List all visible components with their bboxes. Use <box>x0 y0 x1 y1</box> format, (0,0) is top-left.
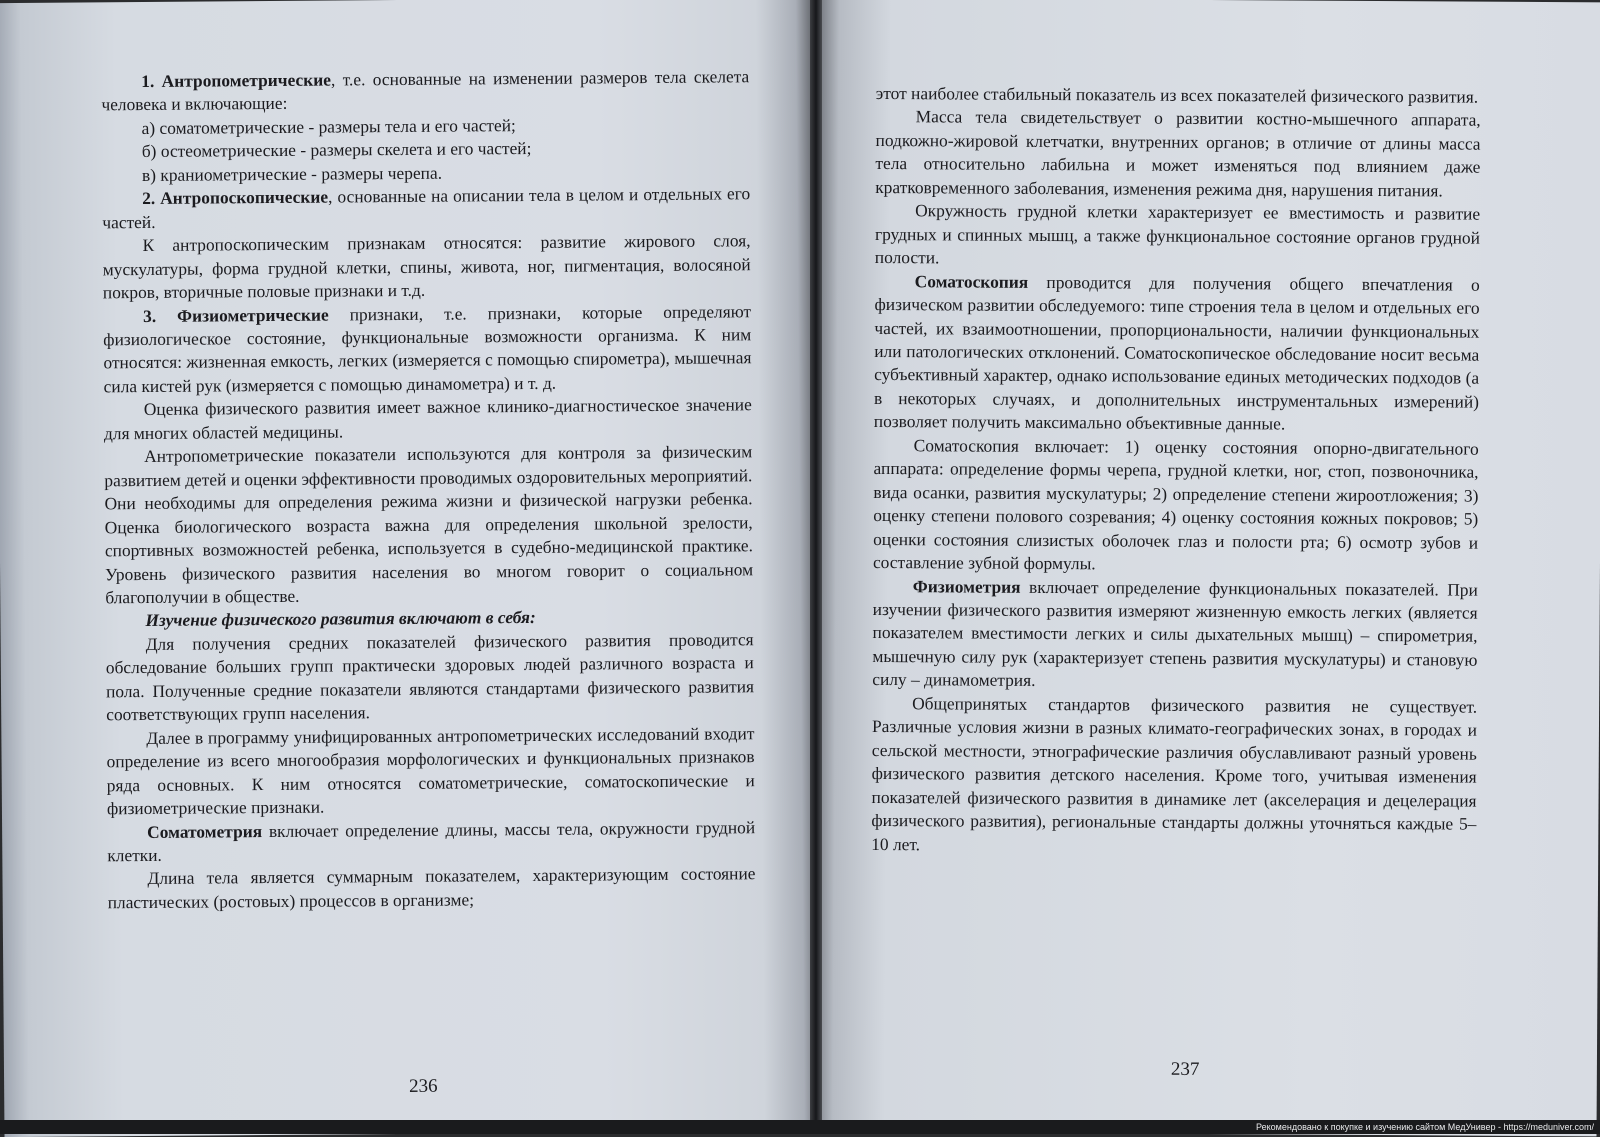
numbered-paragraph <box>102 183 750 235</box>
paragraph: Общепринятых стандартов физического развития не существует. Различные условия жизни в разных климато-географических зонах, в городах и сельской местности, этнографические различия обуславливают разный уровень физического развития детского населения. Кроме того, учитывая изменения показателей физического развития в динамике лет (акселерация и децелерация физического развития), региональные стандарты должны уточняться каждые 5–10 лет. <box>871 692 1478 854</box>
numbered-heading: 3. Физиометрические <box>142 304 329 326</box>
right-page-number: 237 <box>1170 1058 1200 1080</box>
numbered-heading: 2. Антропоскопические <box>142 186 329 209</box>
lead-term: Соматоскопия <box>914 270 1029 292</box>
section-heading-text: Изучение физического развития включают в себя: <box>145 607 536 631</box>
paragraph-text: включает определение длины, массы тела, окружности грудной клетки. <box>107 816 756 866</box>
lead-term: Соматометрия <box>147 820 263 842</box>
sub-item: а) соматометрические - размеры тела и его частей; <box>141 114 516 138</box>
lead-term: Физиометрия <box>912 575 1021 597</box>
paragraph-text: проводится для получения общего впечатления о физическом развитии обследуемого: типе строения тела в целом и отдельных его частей, их взаимоотношении, пропорциональности, наличии функциональных или патологических отклонений. Соматоскопическое обследование носит весьма субъективный характер, однако использование единых методических подходов (а в некоторых случаях, и дополнительных инструментальных измерений) позволяет получить максимально объективные данные. <box>873 271 1480 434</box>
lead-paragraph <box>874 270 1480 438</box>
left-page-number: 236 <box>409 1075 438 1097</box>
numbered-heading: 1. Антропометрические <box>141 69 332 92</box>
book-gutter <box>810 0 822 1134</box>
paragraph: Далее в программу унифицированных антропометрических исследований входит определение из всего многообразия морфологических и функциональных признаков ряда основных. К ним относятся соматометрические, соматоскопические и физиометрические признаки. <box>106 722 755 819</box>
paragraph: Масса тела свидетельствует о развитии костно-мышечного аппарата, подкожно-жировой клетчатки, внутренних органов; в отличие от длины масса тела относительно лабильна и может изменяться под влиянием даже кратковременного заболевания, изменения режима дня, нарушения питания. <box>875 106 1481 201</box>
right-page-text <box>871 82 1481 860</box>
watermark-text: Рекомендовано к покупке и изучению сайтом МедУнивер - https://meduniver.com/ <box>1256 1122 1594 1132</box>
numbered-paragraph <box>103 300 752 399</box>
left-page-text <box>101 65 756 914</box>
paragraph: Антропометрические показатели используются для контроля за физическим развитием детей и оценки эффективности проводимых оздоровительных мероприятий. Они необходимы для определения режима жизни и физической нагрузки ребенка. Оценка биологического возраста важна для определения школьной зрелости, спортивных возможностей ребенка, используется в судебно-медицинской практике. Уровень физического развития населения во многом говорит о социальном благополучии в обществе. <box>104 441 754 608</box>
paragraph-text: , основанные на описании тела в целом и отдельных его частей. <box>102 183 751 233</box>
sub-item: в) краниометрические - размеры черепа. <box>141 162 443 185</box>
paragraph: Длина тела является суммарным показателем, характеризующим состояние пластических (ростовых) процессов в организме; <box>107 863 756 913</box>
sub-item: б) остеометрические - размеры скелета и его частей; <box>141 138 532 162</box>
paragraph: этот наиболее стабильный показатель из всех показателей физического развития. <box>875 82 1479 107</box>
numbered-paragraph <box>101 65 749 117</box>
paragraph: К антропоскопическим признакам относятся: развитие жирового слоя, мускулатуры, форма грудной клетки, спины, живота, ног, пигментация, волосяной покров, вторичные половые признаки и т.д. <box>102 230 751 303</box>
right-page <box>815 0 1600 1136</box>
paragraph: Соматоскопия включает: 1) оценку состояния опорно-двигательного аппарата: определение формы черепа, грудной клетки, ног, стоп, позвоночника, вида осанки, развития мускулатуры; 2) определение степени жироотложения; 3) оценку степени полового созревания; 4) оценку состояния кожных покровов; 5) оценки состояния слизистых оболочек глаз и полости рта; 6) осмотр зубов и составление зубной формулы. <box>872 434 1479 574</box>
paragraph-text: , т.е. основанные на изменении размеров тела скелета человека и включающие: <box>101 66 750 115</box>
lead-paragraph <box>872 574 1478 695</box>
paragraph: Для получения средних показателей физического развития проводится обследование больших групп практически здоровых людей различного возраста и пола. Полученные средние показатели являются стандартами физического развития соответствующих групп населения. <box>105 629 755 725</box>
paragraph-text: включает определение функциональных показателей. При изучении физического развития измеряют жизненную емкость легких (является показателем вместимости легких и силы дыхательных мышц) – спирометрия, мышечную силу рук (характеризует степень развития мускулатуры) и становую силу – динамометрия. <box>872 576 1478 691</box>
paragraph: Оценка физического развития имеет важное клинико-диагностическое значение для многих областей медицины. <box>103 394 752 444</box>
lead-paragraph <box>107 816 755 868</box>
paragraph: Окружность грудной клетки характеризует ее вместимость и развитие грудных и спинных мышц, а также функциональное состояние органов грудной полости. <box>874 200 1481 268</box>
paragraph-text: признаки, т.е. признаки, которые определяют физиологическое состояние, функциональные возможности организма. К ним относятся: жизненная емкость, легких (измеряется с помощью спирометра), мышечная сила кистей рук (измеряется с помощью динамометра) и т. д. <box>103 300 752 397</box>
